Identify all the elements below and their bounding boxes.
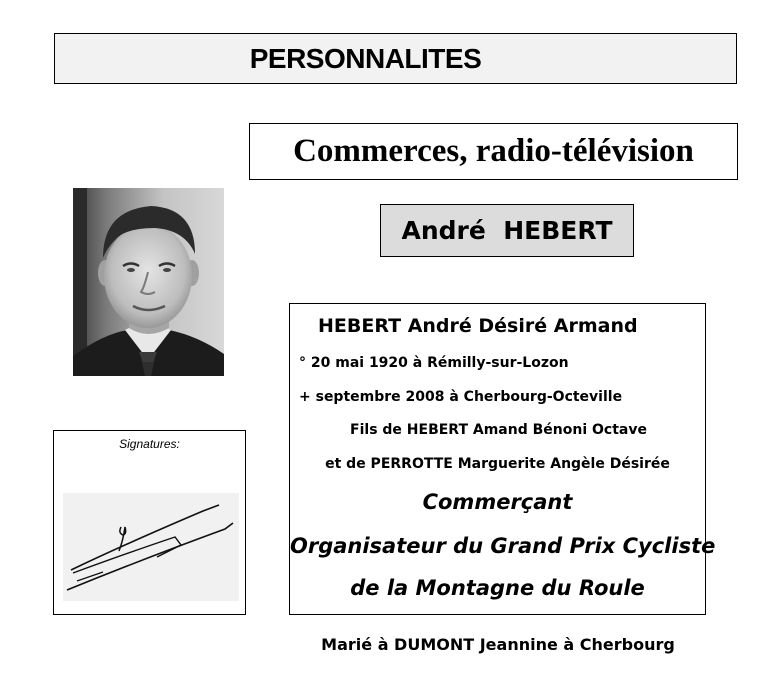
signature-label: Signatures:: [119, 437, 180, 451]
full-name: HEBERT André Désiré Armand: [318, 315, 638, 337]
section-title-box: [249, 123, 738, 180]
marriage-info: Marié à DUMONT Jeannine à Cherbourg: [321, 635, 675, 654]
mother-info: et de PERROTTE Marguerite Angèle Désirée: [325, 456, 670, 472]
father-info: Fils de HEBERT Amand Bénoni Octave: [350, 422, 647, 438]
organizer-line-1: Organisateur du Grand Prix Cycliste: [290, 534, 716, 558]
person-name: André HEBERT: [401, 216, 613, 245]
page-title: PERSONNALITES: [249, 42, 482, 74]
signature-box: [53, 430, 246, 615]
death-info: + septembre 2008 à Cherbourg-Octeville: [299, 389, 623, 405]
section-title: Commerces, radio-télévision: [293, 133, 694, 169]
portrait-photo: [73, 188, 224, 376]
birth-info: ° 20 mai 1920 à Rémilly-sur-Lozon: [299, 355, 569, 371]
biography-box: [289, 303, 716, 615]
organizer-line-2: de la Montagne du Roule: [350, 576, 645, 600]
signature-image: [63, 493, 239, 601]
occupation: Commerçant: [422, 490, 573, 514]
person-name-box: [380, 204, 634, 257]
page-title-box: [54, 33, 737, 84]
